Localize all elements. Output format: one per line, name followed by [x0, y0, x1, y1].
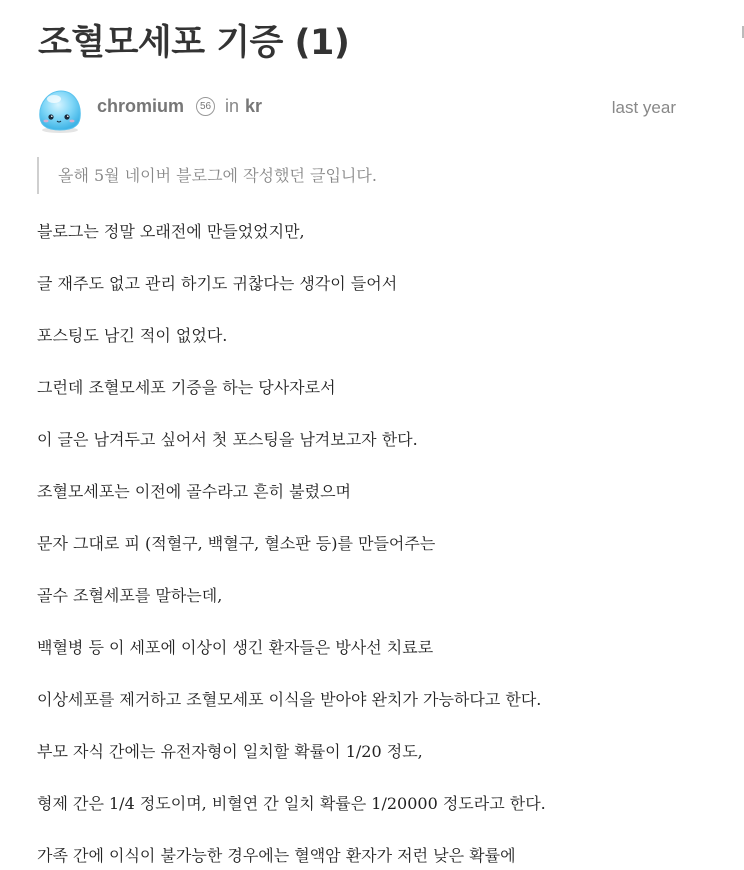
body-paragraph: 그런데 조혈모세포 기증을 하는 당사자로서 [37, 378, 336, 397]
body-paragraph: 백혈병 등 이 세포에 이상이 생긴 환자들은 방사선 치료로 [37, 638, 434, 657]
body-paragraph: 이상세포를 제거하고 조혈모세포 이식을 받아야 완치가 가능하다고 한다. [37, 690, 542, 709]
body-paragraph: 부모 자식 간에는 유전자형이 일치할 확률이 1/20 정도, [37, 742, 423, 761]
body-paragraph: 문자 그대로 피 (적혈구, 백혈구, 혈소판 등)를 만들어주는 [37, 534, 436, 553]
author-link[interactable]: chromium [97, 96, 185, 116]
community-link[interactable]: kr [245, 96, 263, 116]
post-title: 조혈모세포 기증 (1) [38, 23, 350, 63]
body-paragraph: 블로그는 정말 오래전에 만들었었지만, [37, 222, 305, 241]
body-paragraph: 이 글은 남겨두고 싶어서 첫 포스팅을 남겨보고자 한다. [37, 430, 418, 449]
body-paragraph: 가족 간에 이식이 불가능한 경우에는 혈액암 환자가 저런 낮은 확률에 [37, 846, 516, 865]
in-label: in [225, 96, 240, 116]
blob-avatar-icon[interactable] [36, 88, 84, 134]
post-meta [36, 88, 686, 134]
body-paragraph: 조혈모세포는 이전에 골수라고 흔히 불렸으며 [37, 482, 352, 501]
body-paragraph: 골수 조혈세포를 말하는데, [37, 586, 223, 605]
reputation-badge: 56 [196, 97, 215, 116]
body-paragraph: 형제 간은 1/4 정도이며, 비혈연 간 일치 확률은 1/20000 정도라고 한다. [37, 794, 546, 813]
blockquote: 올해 5월 네이버 블로그에 작성했던 글입니다. [37, 157, 377, 194]
body-paragraph: 글 재주도 없고 관리 하기도 귀찮다는 생각이 들어서 [37, 274, 398, 293]
body-paragraph: 포스팅도 남긴 적이 없었다. [37, 326, 228, 345]
post-timestamp: last year [611, 98, 676, 117]
